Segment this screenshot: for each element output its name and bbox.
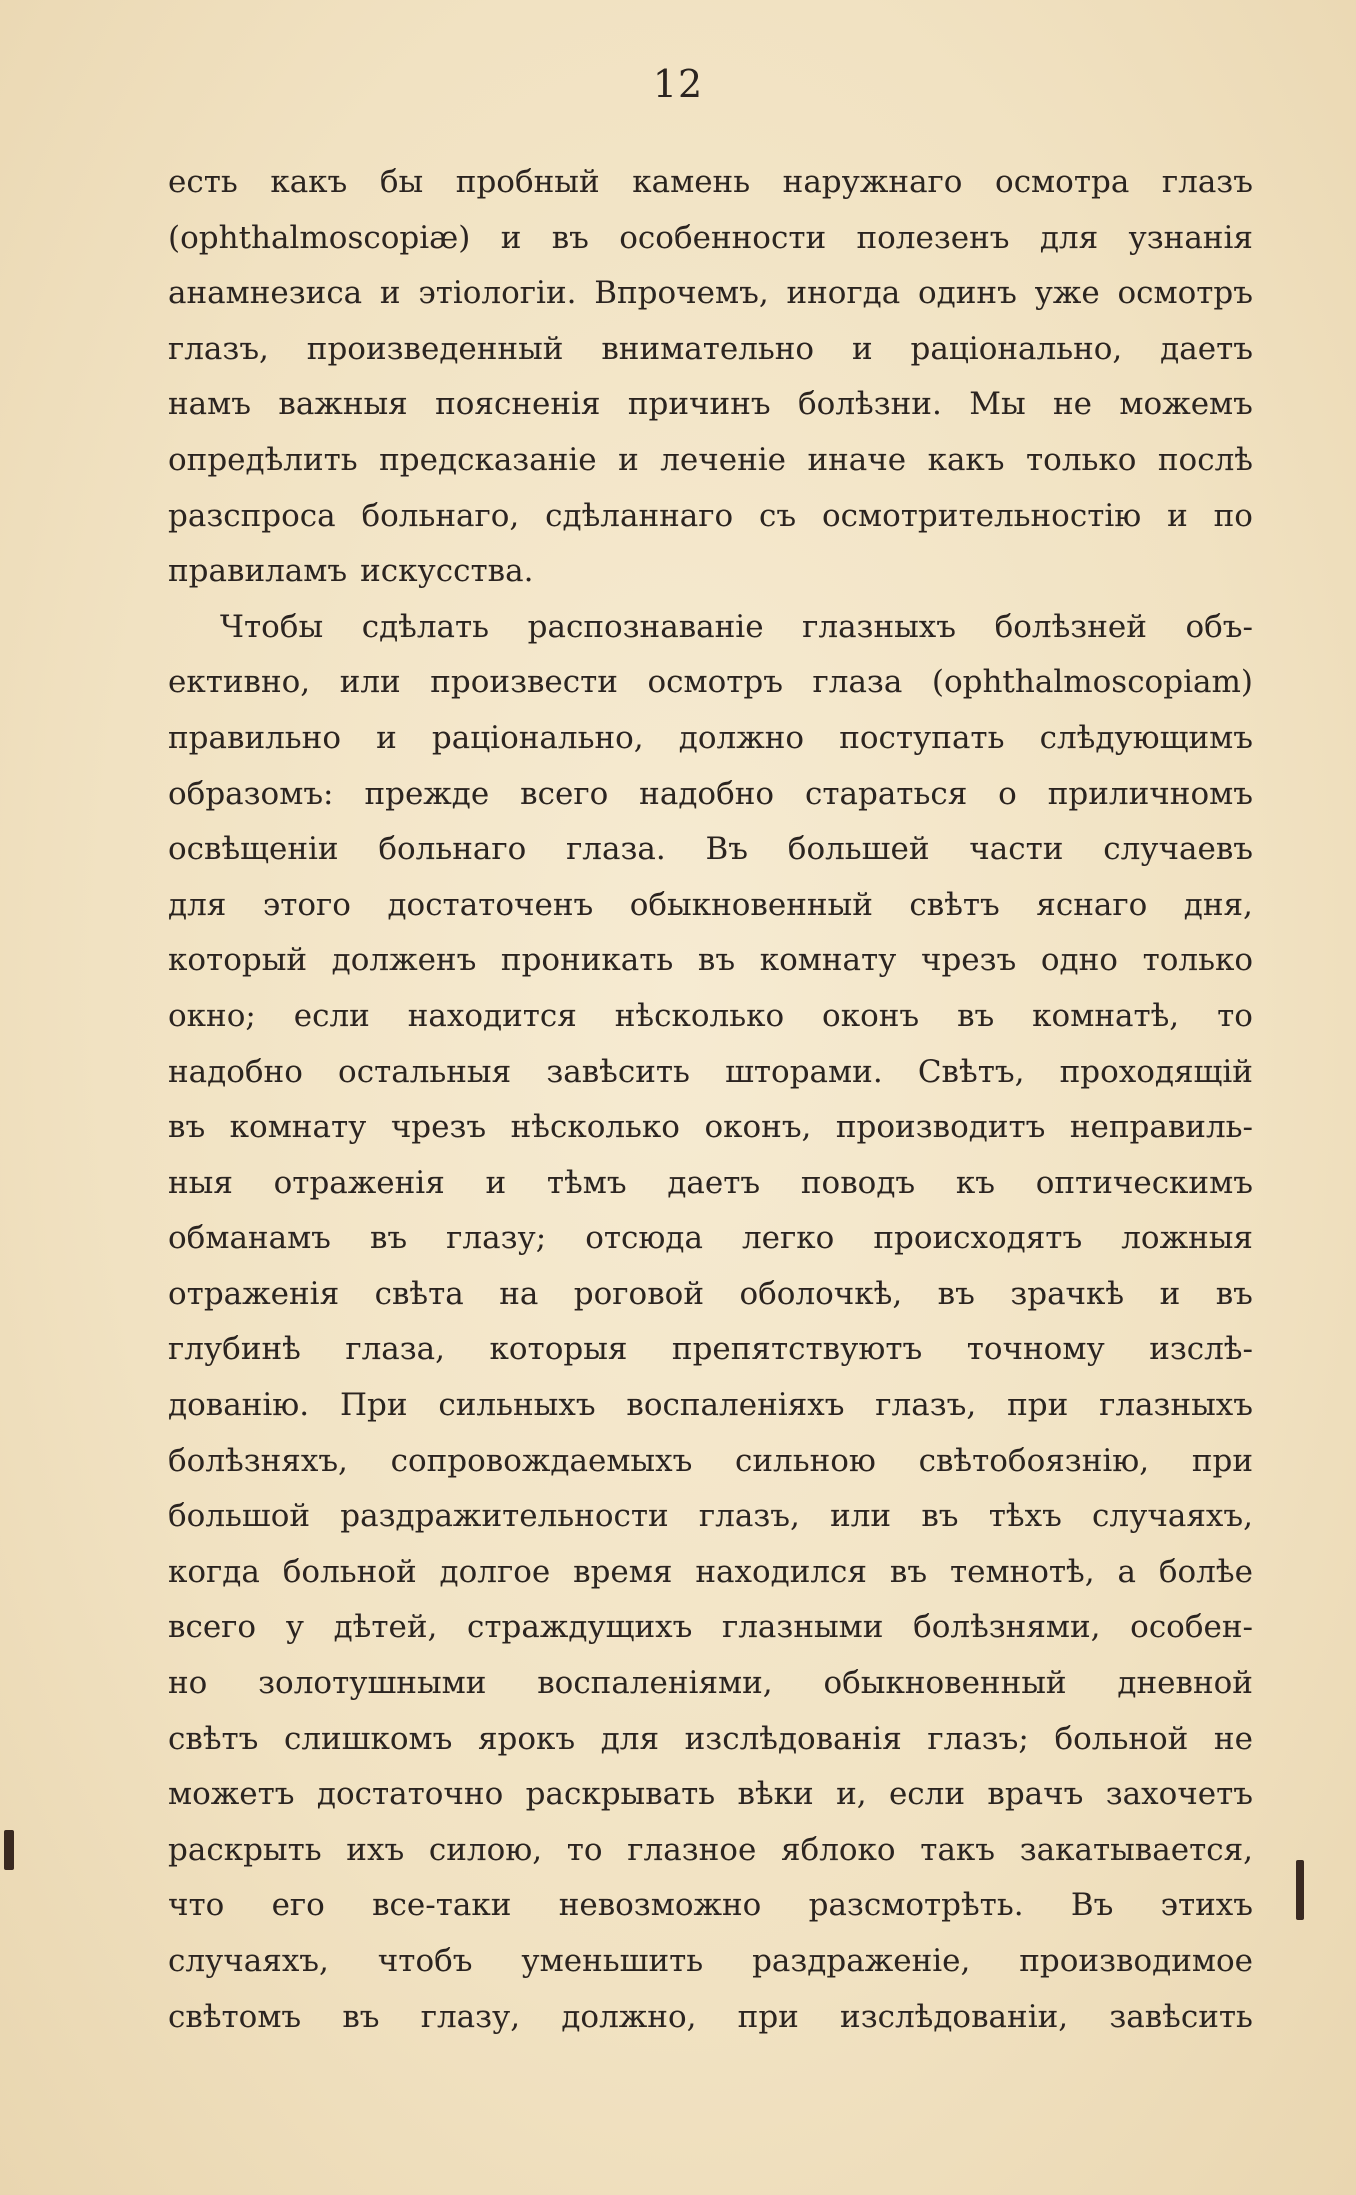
word: осмотра: [995, 164, 1130, 200]
word: или: [830, 1498, 892, 1535]
word: невозможно: [558, 1887, 762, 1924]
word: есть: [168, 164, 238, 200]
word: правильно: [168, 719, 341, 756]
word: сдѣлать: [361, 608, 490, 645]
word: въ: [937, 1275, 975, 1312]
word: осмотрительностію: [821, 497, 1142, 534]
word: все-таки: [372, 1887, 512, 1924]
word: комнату: [229, 1109, 367, 1146]
word: произведенный: [306, 330, 564, 367]
word: производимое: [1019, 1943, 1253, 1979]
word: образомъ:: [168, 775, 334, 812]
word: уже: [1034, 275, 1100, 312]
word: чрезъ: [920, 942, 1017, 979]
word: какъ: [270, 164, 348, 200]
word: тѣхъ: [988, 1498, 1062, 1535]
word: надобно: [168, 1053, 303, 1090]
text-line: [168, 266, 1253, 322]
word: глазныхъ: [802, 608, 957, 645]
word: этихъ: [1160, 1887, 1253, 1924]
word: остальныя: [338, 1053, 512, 1090]
word: предсказаніе: [379, 441, 597, 478]
word: глазу;: [446, 1220, 547, 1257]
word: поводъ: [800, 1164, 916, 1201]
word: препятствуютъ: [671, 1331, 923, 1368]
word: страждущихъ: [467, 1609, 693, 1646]
word: достаточно: [316, 1776, 504, 1813]
word: ихъ: [346, 1831, 405, 1868]
word: не: [1213, 1720, 1253, 1757]
word: глаза: [812, 664, 903, 701]
word: узнанія: [1128, 219, 1253, 256]
word: при: [737, 1998, 799, 2035]
word: чрезъ: [390, 1109, 487, 1146]
word: Въ: [1070, 1887, 1114, 1924]
word: время: [573, 1553, 673, 1590]
word: дованію.: [168, 1387, 310, 1424]
text-line: [168, 1378, 1253, 1434]
word: производитъ: [835, 1109, 1046, 1146]
word: окно;: [168, 997, 256, 1034]
word: для: [600, 1720, 660, 1757]
word: стараться: [804, 775, 968, 812]
word: отсюда: [585, 1220, 703, 1257]
text-line: [168, 1712, 1253, 1768]
word: Въ: [705, 831, 749, 868]
word: поясненія: [435, 386, 601, 423]
word: ныя: [168, 1164, 233, 1201]
word: нѣсколько: [614, 997, 785, 1034]
word: важныя: [278, 386, 408, 423]
word: больнаго: [378, 831, 527, 868]
word: долгое: [439, 1553, 551, 1590]
word: глазъ,: [875, 1387, 977, 1424]
margin-blemish-right: [1296, 1860, 1304, 1920]
word: намъ: [168, 386, 251, 423]
text-line: [168, 1823, 1253, 1879]
text-line: [168, 1267, 1253, 1323]
word: врачъ: [987, 1776, 1084, 1813]
word: изслѣ-: [1149, 1331, 1253, 1368]
word: яблоко: [780, 1831, 896, 1868]
text-line: [168, 878, 1253, 934]
word: съ: [759, 497, 797, 534]
word: раскрывать: [525, 1776, 716, 1813]
word: болѣзни.: [798, 386, 942, 423]
word: темнотѣ,: [949, 1553, 1095, 1590]
word: Впрочемъ,: [594, 275, 769, 312]
word: золотушными: [258, 1665, 487, 1702]
word: но: [168, 1665, 208, 1702]
text-line: [168, 1489, 1253, 1545]
text-line: [168, 655, 1253, 711]
word: въ: [369, 1220, 408, 1257]
word: опредѣлить: [168, 441, 358, 478]
word: а: [1117, 1553, 1136, 1590]
word: надобно: [639, 775, 775, 812]
word: всего: [520, 775, 609, 812]
word: что: [168, 1887, 225, 1924]
word: или: [339, 664, 401, 701]
word: можемъ: [1119, 386, 1253, 423]
text-line: [168, 211, 1253, 267]
word: разсмотрѣть.: [808, 1887, 1024, 1924]
word: Мы: [969, 386, 1026, 423]
text-line: [168, 1045, 1253, 1101]
word: полезенъ: [856, 219, 1010, 256]
word: большей: [787, 831, 930, 868]
word: части: [969, 831, 1064, 868]
word: слѣдующимъ: [1039, 719, 1253, 756]
word: изслѣдованіи,: [840, 1998, 1069, 2035]
body-text: [168, 155, 1253, 2045]
word: въ: [697, 942, 736, 979]
word: который: [168, 942, 308, 979]
word: и: [618, 441, 639, 478]
word: въ: [551, 219, 589, 256]
word: ективно,: [168, 664, 311, 701]
word: и: [1159, 1275, 1181, 1312]
word: объ-: [1185, 608, 1253, 645]
word: осмотръ: [1117, 275, 1253, 312]
word: шторами.: [725, 1053, 883, 1090]
word: неправиль-: [1069, 1109, 1253, 1146]
word: обыкновенный: [823, 1665, 1067, 1702]
word: глазъ,: [698, 1498, 800, 1535]
word: этіологіи.: [418, 275, 577, 312]
word: свѣтомъ: [168, 1998, 302, 2035]
word: должно: [678, 719, 805, 756]
word: и: [500, 219, 522, 256]
text-line: [168, 433, 1253, 489]
word: комнатѣ,: [1032, 997, 1180, 1034]
text-line: [168, 155, 1253, 211]
word: сдѣланнаго: [545, 497, 734, 534]
word: анамнезиса: [168, 275, 363, 312]
text-line: [168, 1878, 1253, 1934]
word: дня,: [1183, 886, 1253, 923]
word: оболочкѣ,: [739, 1275, 903, 1312]
word: при: [1191, 1442, 1253, 1479]
word: нѣсколько: [510, 1109, 680, 1146]
word: правиламъ: [168, 553, 348, 590]
text-line: [168, 1767, 1253, 1823]
word: обманамъ: [168, 1220, 331, 1257]
word: глазныхъ: [1099, 1387, 1253, 1424]
word: какъ: [927, 441, 1005, 478]
word: поступать: [839, 719, 1005, 756]
word: больной: [282, 1553, 417, 1590]
word: этого: [262, 886, 351, 923]
word: иногда: [786, 275, 901, 312]
text-line: [168, 377, 1253, 433]
word: обыкновенный: [629, 886, 873, 923]
word: въ: [1215, 1275, 1253, 1312]
word: и: [379, 275, 401, 312]
word: леченіе: [660, 441, 787, 478]
word: произвести: [430, 664, 618, 701]
text-line: [168, 1211, 1253, 1267]
text-line: [168, 600, 1253, 656]
word: глазными: [722, 1609, 884, 1646]
word: причинъ: [627, 386, 771, 423]
text-line: [168, 1545, 1253, 1601]
text-line: [168, 1990, 1253, 2046]
word: въ: [921, 1498, 959, 1535]
word: и,: [836, 1776, 867, 1813]
word: достаточенъ: [387, 886, 594, 923]
word: болѣзнями,: [913, 1609, 1101, 1646]
text-line: [168, 1322, 1253, 1378]
word: воспаленіями,: [537, 1665, 773, 1702]
word: даетъ: [1160, 330, 1253, 367]
word: дневной: [1117, 1665, 1253, 1702]
word: иначе: [807, 441, 907, 478]
word: вѣки: [737, 1776, 814, 1813]
text-line: [168, 1100, 1253, 1156]
word: раздраженіе,: [752, 1943, 971, 1979]
word: о: [998, 775, 1017, 812]
text-line: [168, 1934, 1253, 1990]
word: и: [851, 330, 873, 367]
word: одинъ: [918, 275, 1017, 312]
word: одно: [1040, 942, 1118, 979]
word: свѣтъ: [909, 886, 1000, 923]
word: глазъ;: [927, 1720, 1029, 1757]
word: то: [1217, 997, 1253, 1034]
word: точному: [966, 1331, 1105, 1368]
word: свѣта: [374, 1275, 464, 1312]
word: закатывается,: [1019, 1831, 1253, 1868]
word: находился: [695, 1553, 867, 1590]
word: въ: [957, 997, 995, 1034]
word: глазу,: [420, 1998, 521, 2035]
word: болѣзняхъ,: [168, 1442, 348, 1479]
word: только: [1142, 942, 1253, 979]
word: отраженія: [168, 1275, 340, 1312]
word: послѣ: [1157, 441, 1253, 478]
word: происходятъ: [873, 1220, 1083, 1257]
word: отраженія: [273, 1164, 445, 1201]
word: не: [1053, 386, 1093, 423]
word: больной: [1054, 1720, 1189, 1757]
word: по: [1213, 497, 1253, 534]
word: сильныхъ: [438, 1387, 596, 1424]
word: (ophthalmoscopiam): [931, 664, 1253, 701]
word: если: [888, 1776, 966, 1813]
word: для: [168, 886, 227, 923]
word: легко: [741, 1220, 835, 1257]
word: ложныя: [1121, 1220, 1253, 1257]
word: раціонально,: [431, 719, 644, 756]
word: комнату: [759, 942, 897, 979]
word: наружнаго: [782, 164, 963, 200]
text-line: [168, 1656, 1253, 1712]
word: прежде: [364, 775, 490, 812]
word: свѣтобоязнію,: [918, 1442, 1150, 1479]
word: глаза.: [566, 831, 666, 868]
word: когда: [168, 1553, 260, 1590]
text-line: [168, 767, 1253, 823]
text-line: [168, 989, 1253, 1045]
word: къ: [955, 1164, 995, 1201]
word: распознаваніе: [527, 608, 764, 645]
page-number: 12: [652, 62, 704, 106]
text-line: [168, 1156, 1253, 1212]
word: оптическимъ: [1035, 1164, 1253, 1201]
word: оконъ: [822, 997, 920, 1034]
word: Чтобы: [220, 608, 324, 645]
word: разспроса: [168, 497, 336, 534]
word: глаза,: [345, 1331, 446, 1368]
word: раскрыть: [168, 1831, 322, 1868]
word: глазъ: [1161, 164, 1253, 200]
word: осмотръ: [647, 664, 783, 701]
word: болѣзней: [994, 608, 1147, 645]
word: въ: [342, 1998, 380, 2035]
word: изслѣдованія: [684, 1720, 902, 1757]
word: Свѣтъ,: [917, 1053, 1025, 1090]
word: большой: [168, 1498, 311, 1535]
word: пробный: [455, 164, 600, 200]
word: болѣе: [1158, 1553, 1253, 1590]
word: случаяхъ,: [1092, 1498, 1253, 1535]
word: даетъ: [667, 1164, 761, 1201]
word: уменьшить: [521, 1943, 704, 1979]
word: которыя: [489, 1331, 628, 1368]
word: ярокъ: [477, 1720, 576, 1757]
word: глазное: [627, 1831, 757, 1868]
text-line: [168, 544, 1253, 600]
text-line: [168, 322, 1253, 378]
text-line: [168, 711, 1253, 767]
text-line: [168, 489, 1253, 545]
word: его: [271, 1887, 325, 1924]
word: и: [376, 719, 397, 756]
word: случаяхъ,: [168, 1943, 329, 1979]
word: больнаго,: [361, 497, 520, 534]
word: чтобъ: [377, 1943, 473, 1979]
word: особенности: [619, 219, 827, 256]
word: тѣмъ: [546, 1164, 627, 1201]
word: въ: [889, 1553, 928, 1590]
word: проходящій: [1059, 1053, 1253, 1090]
text-line: [168, 933, 1253, 989]
word: внимательно: [601, 330, 815, 367]
word: должно,: [561, 1998, 697, 2035]
word: такъ: [920, 1831, 996, 1868]
word: искусства.: [360, 553, 534, 590]
word: При: [339, 1387, 408, 1424]
word: раціонально,: [910, 330, 1123, 367]
word: (ophthalmoscopiæ): [168, 219, 471, 256]
word: на: [499, 1275, 539, 1312]
word: завѣсить: [546, 1053, 690, 1090]
text-line: [168, 1434, 1253, 1490]
word: дѣтей,: [333, 1609, 438, 1646]
word: если: [293, 997, 370, 1034]
word: раздражительности: [340, 1498, 669, 1535]
word: захочетъ: [1105, 1776, 1253, 1813]
word: завѣсить: [1109, 1998, 1253, 2035]
word: освѣщеніи: [168, 831, 339, 868]
word: свѣтъ: [168, 1720, 259, 1757]
word: при: [1007, 1387, 1069, 1424]
word: находится: [407, 997, 577, 1034]
word: сильною: [735, 1442, 876, 1479]
word: слишкомъ: [283, 1720, 453, 1757]
word: случаевъ: [1103, 831, 1253, 868]
word: можетъ: [168, 1776, 295, 1813]
text-line: [168, 1600, 1253, 1656]
word: оконъ,: [704, 1109, 812, 1146]
word: проникать: [500, 942, 674, 979]
word: воспаленіяхъ: [626, 1387, 845, 1424]
word: особен-: [1130, 1609, 1253, 1646]
word: глазъ,: [168, 330, 269, 367]
text-line: [168, 822, 1253, 878]
word: и: [1167, 497, 1188, 534]
word: только: [1026, 441, 1137, 478]
word: въ: [168, 1109, 206, 1146]
word: яснаго: [1036, 886, 1148, 923]
margin-blemish-left: [4, 1830, 14, 1870]
word: и: [485, 1164, 507, 1201]
word: зрачкѣ: [1010, 1275, 1125, 1312]
word: роговой: [573, 1275, 704, 1312]
word: глубинѣ: [168, 1331, 301, 1368]
word: у: [285, 1609, 304, 1646]
word: для: [1039, 219, 1099, 256]
word: бы: [379, 164, 424, 200]
word: сопровождаемыхъ: [390, 1442, 693, 1479]
word: всего: [168, 1609, 257, 1646]
word: силою,: [428, 1831, 543, 1868]
word: приличномъ: [1047, 775, 1253, 812]
word: то: [566, 1831, 603, 1868]
word: долженъ: [331, 942, 477, 979]
word: камень: [632, 164, 751, 200]
